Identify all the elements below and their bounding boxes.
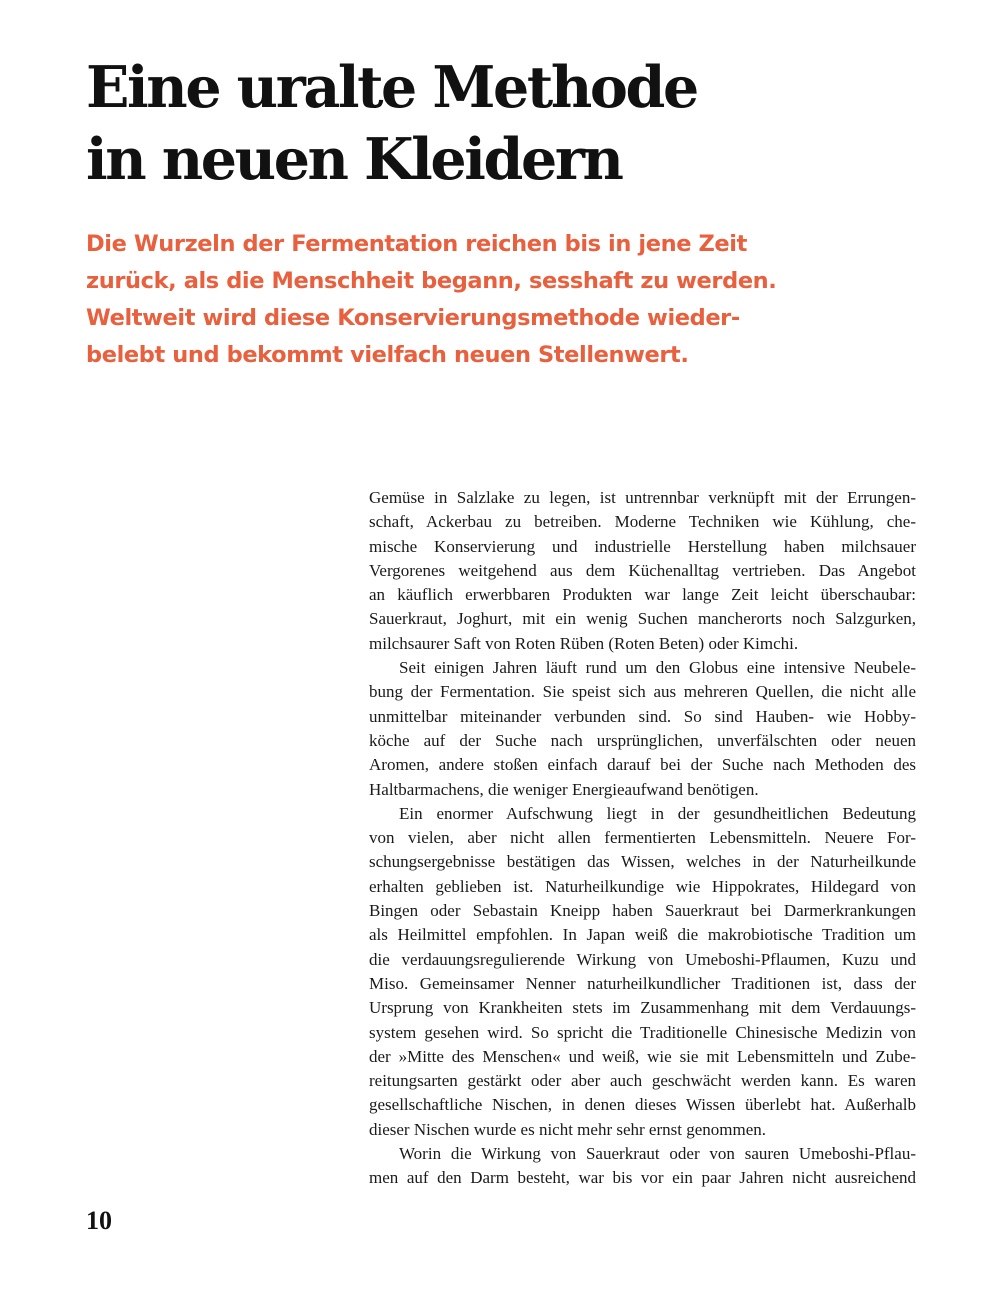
body-line: schaft, Ackerbau zu betreiben. Moderne Techniken wie Kühlung, che- — [369, 512, 916, 532]
body-paragraph — [369, 1142, 916, 1191]
body-line: Bingen oder Sebastain Kneipp haben Sauerkraut bei Darmerkrankungen — [369, 901, 916, 921]
body-paragraph — [369, 656, 916, 802]
lead-paragraph — [86, 226, 806, 374]
lead-line: zurück, als die Menschheit begann, sesshaft zu werden. — [86, 268, 777, 294]
body-paragraph — [369, 802, 916, 1142]
page-title-line: in neuen Kleidern — [86, 126, 622, 193]
body-line: Worin die Wirkung von Sauerkraut oder von sauren Umeboshi-Pflau- — [399, 1144, 916, 1164]
lead-line: Weltweit wird diese Konservierungsmethode wieder- — [86, 305, 740, 331]
page-number: 10 — [86, 1206, 112, 1235]
lead-line: belebt und bekommt vielfach neuen Stellenwert. — [86, 342, 689, 368]
page-title — [86, 52, 886, 196]
body-line: erhalten geblieben ist. Naturheilkundige wie Hippokrates, Hildegard von — [369, 876, 916, 896]
body-line: Miso. Gemeinsamer Nenner naturheilkundlicher Traditionen ist, dass der — [369, 973, 916, 993]
body-line: Ein enormer Aufschwung liegt in der gesundheitlichen Bedeutung — [399, 803, 916, 823]
body-line: Ursprung von Krankheiten stets im Zusammenhang mit dem Verdauungs- — [369, 998, 916, 1018]
body-text-column — [369, 486, 916, 1191]
body-line: gesellschaftliche Nischen, in denen dieses Wissen überlebt hat. Außerhalb — [369, 1095, 916, 1115]
body-line: der »Mitte des Menschen« und weiß, wie sie mit Lebensmitteln und Zube- — [369, 1046, 916, 1066]
body-line: dieser Nischen wurde es nicht mehr sehr ernst genommen. — [369, 1119, 767, 1139]
body-line: system gesehen wird. So spricht die Traditionelle Chinesische Medizin von — [369, 1022, 916, 1042]
body-line: Vergorenes weitgehend aus dem Küchenalltag vertrieben. Das Angebot — [369, 560, 916, 580]
body-line: an käuflich erwerbbaren Produkten war lange Zeit leicht überschaubar: — [369, 585, 916, 605]
body-line: Haltbarmachens, die weniger Energieaufwand benötigen. — [369, 779, 759, 799]
body-line: köche auf der Suche nach ursprünglichen, unverfälschten oder neuen — [369, 730, 916, 750]
body-line: men auf den Darm besteht, war bis vor ein paar Jahren nicht ausreichend — [369, 1168, 916, 1188]
body-line: Seit einigen Jahren läuft rund um den Globus eine intensive Neubele- — [399, 658, 916, 678]
body-line: unmittelbar miteinander verbunden sind. So sind Hauben- wie Hobby- — [369, 706, 916, 726]
body-line: milchsaurer Saft von Roten Rüben (Roten Beten) oder Kimchi. — [369, 633, 799, 653]
body-line: die verdauungsregulierende Wirkung von Umeboshi-Pflaumen, Kuzu und — [369, 949, 916, 969]
body-line: Sauerkraut, Joghurt, mit ein wenig Suchen mancherorts noch Salzgurken, — [369, 609, 916, 629]
body-line: bung der Fermentation. Sie speist sich aus mehreren Quellen, die nicht alle — [369, 682, 916, 702]
body-line: von vielen, aber nicht allen fermentierten Lebensmitteln. Neuere For- — [369, 828, 916, 848]
page-title-line: Eine uralte Methode — [86, 54, 697, 121]
lead-line: Die Wurzeln der Fermentation reichen bis in jene Zeit — [86, 231, 747, 257]
body-line: Gemüse in Salzlake zu legen, ist untrennbar verknüpft mit der Errungen- — [369, 488, 916, 507]
body-line: schungsergebnisse bestätigen das Wissen, welches in der Naturheilkunde — [369, 852, 916, 872]
body-line: reitungsarten gestärkt oder aber auch geschwächt werden kann. Es waren — [369, 1071, 916, 1091]
body-paragraph — [369, 486, 916, 656]
body-line: Aromen, andere stoßen einfach darauf bei der Suche nach Methoden des — [369, 755, 916, 775]
body-line: als Heilmittel empfohlen. In Japan weiß die makrobiotische Tradition um — [369, 925, 916, 945]
body-line: mische Konservierung und industrielle Herstellung haben milchsauer — [369, 536, 916, 556]
